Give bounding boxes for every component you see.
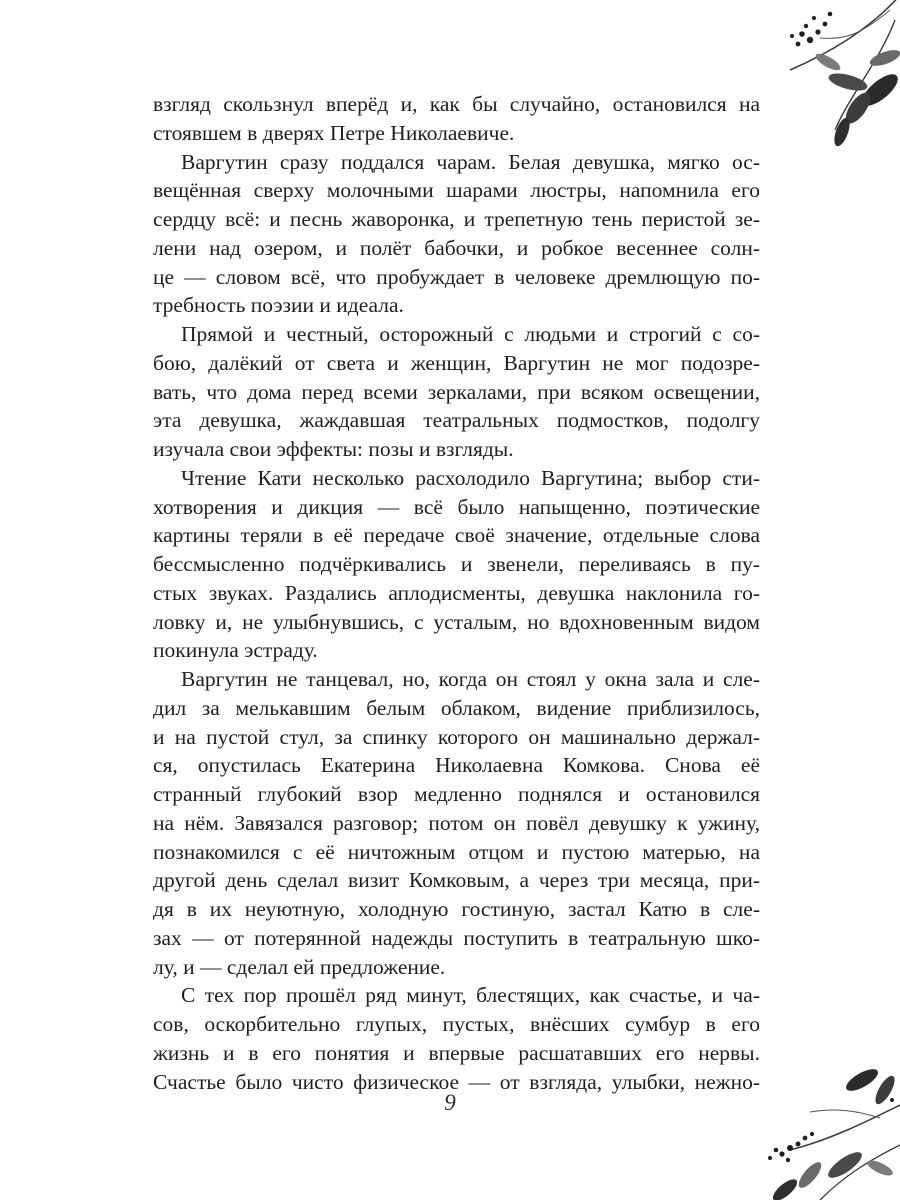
text-line: эта девушка, жаждавшая театральных подмостков, подолгу	[153, 408, 760, 433]
text-line: покинула эстраду.	[153, 638, 318, 663]
text-line: лени над озером, и полёт бабочки, и робкое весеннее солн-	[153, 235, 760, 260]
text-line: стых звуках. Раздались аплодисменты, девушка наклонила го-	[153, 580, 760, 605]
text-line: ловку и, не улыбнувшись, с усталым, но вдохновенным видом	[153, 609, 760, 634]
text-line: дил за мелькавшим белым облаком, видение приблизилось,	[153, 695, 760, 720]
text-line: требность поэзии и идеала.	[153, 293, 404, 318]
text-line: сов, оскорбительно глупых, пустых, внёсших сумбур в его	[153, 1012, 760, 1036]
text-line: картины теряли в её передаче своё значение, отдельные слова	[153, 523, 760, 548]
text-line: взгляд скользнул вперёд и, как бы случайно, остановился на	[153, 92, 760, 116]
text-line: познакомился с её ничтожным отцом и пустою матерью, на	[153, 839, 760, 864]
text-line: Варгутин не танцевал, но, когда он стоял у окна зала и сле-	[181, 667, 760, 691]
text-line: Варгутин сразу поддался чарам. Белая девушка, мягко ос-	[181, 149, 760, 174]
page-number: 9	[444, 1090, 456, 1115]
text-line: вещённая сверху молочными шарами люстры, напомнила его	[153, 178, 760, 203]
text-line: С тех пор прошёл ряд минут, блестящих, как счастье, и ча-	[181, 983, 760, 1008]
page-body-text	[153, 90, 760, 1096]
text-line: лу, и — сделал ей предложение.	[153, 954, 446, 979]
text-line: изучала свои эффекты: позы и взгляды.	[153, 437, 514, 461]
text-line: бою, далёкий от света и женщин, Варгутин не мог подозре-	[153, 350, 760, 375]
text-line: вать, что дома перед всеми зеркалами, при всяком освещении,	[153, 379, 760, 404]
botanical-ornament-bottom	[750, 1050, 900, 1200]
text-line: Чтение Кати несколько расхолодило Варгутина; выбор сти-	[181, 465, 760, 490]
text-line: сердцу всё: и песнь жаворонка, и трепетную тень перистой зе-	[153, 207, 760, 231]
text-line: стоявшем в дверях Петре Николаевиче.	[153, 120, 515, 145]
text-line: жизнь и в его понятия и впервые расшатавших его нервы.	[153, 1040, 760, 1065]
text-line: другой день сделал визит Комковым, а через три месяца, при-	[153, 868, 760, 893]
text-line: бессмысленно подчёркивались и звенели, переливаясь в пу-	[153, 552, 760, 576]
text-line: Прямой и честный, осторожный с людьми и строгий с со-	[181, 322, 760, 346]
text-line: странный глубокий взор медленно поднялся и остановился	[153, 782, 760, 806]
text-line: ся, опустилась Екатерина Николаевна Комкова. Снова её	[153, 753, 760, 778]
text-line: це — словом всё, что пробуждает в человеке дремлющую по-	[153, 264, 760, 289]
text-line: и на пустой стул, за спинку которого он машинально держал-	[153, 724, 760, 749]
text-line: Счастье было чисто физическое — от взгляда, улыбки, нежно-	[153, 1069, 760, 1094]
text-line: на нём. Завязался разговор; потом он повёл девушку к ужину,	[153, 810, 760, 835]
text-line: дя в их неуютную, холодную гостиную, застал Катю в сле-	[153, 897, 760, 921]
text-line: хотворения и дикция — всё было напыщенно, поэтические	[153, 494, 760, 519]
text-line: зах — от потерянной надежды поступить в театральную шко-	[153, 925, 760, 950]
